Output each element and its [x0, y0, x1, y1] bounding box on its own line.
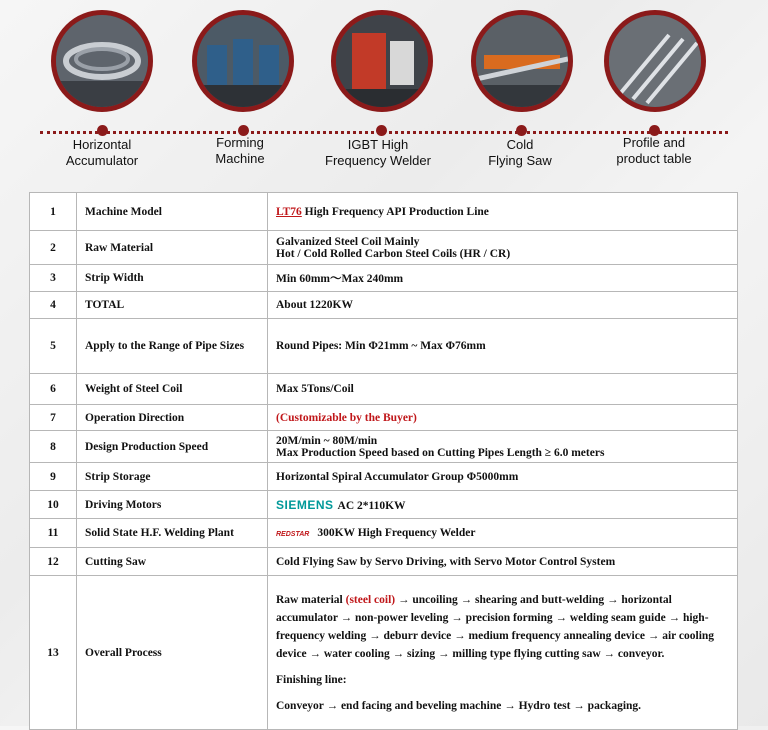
- horizontal-accumulator-photo: [51, 10, 153, 112]
- row-label: Strip Width: [77, 265, 268, 292]
- row-label: Raw Material: [77, 231, 268, 265]
- model-name: LT76: [276, 205, 302, 218]
- table-row: [30, 431, 738, 463]
- stage-label-accumulator: Horizontal Accumulator: [65, 137, 139, 168]
- product-table-photo: [604, 10, 706, 112]
- stage-label-saw: Cold Flying Saw: [488, 137, 552, 168]
- table-row: [30, 491, 738, 519]
- row-number: 10: [30, 491, 77, 519]
- row-label: Machine Model: [77, 193, 268, 231]
- row-label: TOTAL: [77, 292, 268, 319]
- row-label: Operation Direction: [77, 405, 268, 431]
- cold-flying-saw-photo: [471, 10, 573, 112]
- finishing-text: Conveyor → end facing and beveling machine → Hydro test → packaging.: [276, 699, 642, 712]
- redstar-logo: REDSTAR: [276, 531, 310, 538]
- row-number: 9: [30, 463, 77, 491]
- row-number: 2: [30, 231, 77, 265]
- stage-label-product-table: Profile and product table: [616, 135, 692, 166]
- row-number: 13: [30, 576, 77, 730]
- row-value: (Customizable by the Buyer): [268, 405, 738, 431]
- row-label: Apply to the Range of Pipe Sizes: [77, 319, 268, 374]
- table-row: [30, 193, 738, 231]
- row-value: Horizontal Spiral Accumulator Group Φ5000mm: [268, 463, 738, 491]
- row-number: 12: [30, 548, 77, 576]
- row-value: Min 60mm～Max 240mm: [268, 265, 738, 292]
- stage-dot: [97, 125, 108, 136]
- table-row: [30, 265, 738, 292]
- row-value: SIEMENS AC 2*110KW: [268, 491, 738, 519]
- table-row: [30, 548, 738, 576]
- row-number: 6: [30, 374, 77, 405]
- row-value: About 1220KW: [268, 292, 738, 319]
- siemens-logo: SIEMENS: [276, 497, 334, 512]
- spec-table: [29, 192, 738, 730]
- row-label: Overall Process: [77, 576, 268, 730]
- row-number: 1: [30, 193, 77, 231]
- row-value: Max 5Tons/Coil: [268, 374, 738, 405]
- row-value: REDSTAR 300KW High Frequency Welder: [268, 519, 738, 548]
- row-number: 11: [30, 519, 77, 548]
- row-value: Galvanized Steel Coil Mainly Hot / Cold Rolled Carbon Steel Coils (HR / CR): [268, 231, 738, 265]
- row-number: 7: [30, 405, 77, 431]
- table-row: [30, 374, 738, 405]
- row-value: 20M/min ~ 80M/min Max Production Speed based on Cutting Pipes Length ≥ 6.0 meters: [268, 431, 738, 463]
- stage-dot: [516, 125, 527, 136]
- table-row: [30, 405, 738, 431]
- forming-machine-photo: [192, 10, 294, 112]
- table-row: [30, 319, 738, 374]
- row-number: 8: [30, 431, 77, 463]
- row-label: Cutting Saw: [77, 548, 268, 576]
- finishing-title: Finishing line:: [276, 673, 347, 686]
- row-number: 4: [30, 292, 77, 319]
- row-number: 5: [30, 319, 77, 374]
- stage-label-welder: IGBT High Frequency Welder: [325, 137, 431, 168]
- table-row: [30, 463, 738, 491]
- overall-process-text: Raw material (steel coil) → uncoiling → shearing and butt-welding → horizontal accumulator → non-power leveling → precision forming → welding seam guide → high-frequency welding → deburr device → medium frequency annealing device → air cooling device → water cooling → sizing → milling type flying cutting saw → conveyor. Finishing line: Conveyor → end facing and beveling machine → Hydro test → packaging.: [268, 576, 738, 730]
- row-value: Round Pipes: Min Φ21mm ~ Max Φ76mm: [268, 319, 738, 374]
- stage-label-forming: Forming Machine: [215, 135, 265, 166]
- table-row: [30, 292, 738, 319]
- row-label: Design Production Speed: [77, 431, 268, 463]
- process-highlight: (steel coil): [345, 593, 396, 606]
- row-label: Weight of Steel Coil: [77, 374, 268, 405]
- stage-dot: [376, 125, 387, 136]
- hf-welder-photo: [331, 10, 433, 112]
- row-label: Driving Motors: [77, 491, 268, 519]
- process-stages: [0, 0, 768, 180]
- table-row: [30, 231, 738, 265]
- row-value: Cold Flying Saw by Servo Driving, with Servo Motor Control System: [268, 548, 738, 576]
- row-number: 3: [30, 265, 77, 292]
- table-row: [30, 519, 738, 548]
- table-row: [30, 576, 738, 730]
- row-label: Strip Storage: [77, 463, 268, 491]
- row-label: Solid State H.F. Welding Plant: [77, 519, 268, 548]
- row-value: LT76 High Frequency API Production Line: [268, 193, 738, 231]
